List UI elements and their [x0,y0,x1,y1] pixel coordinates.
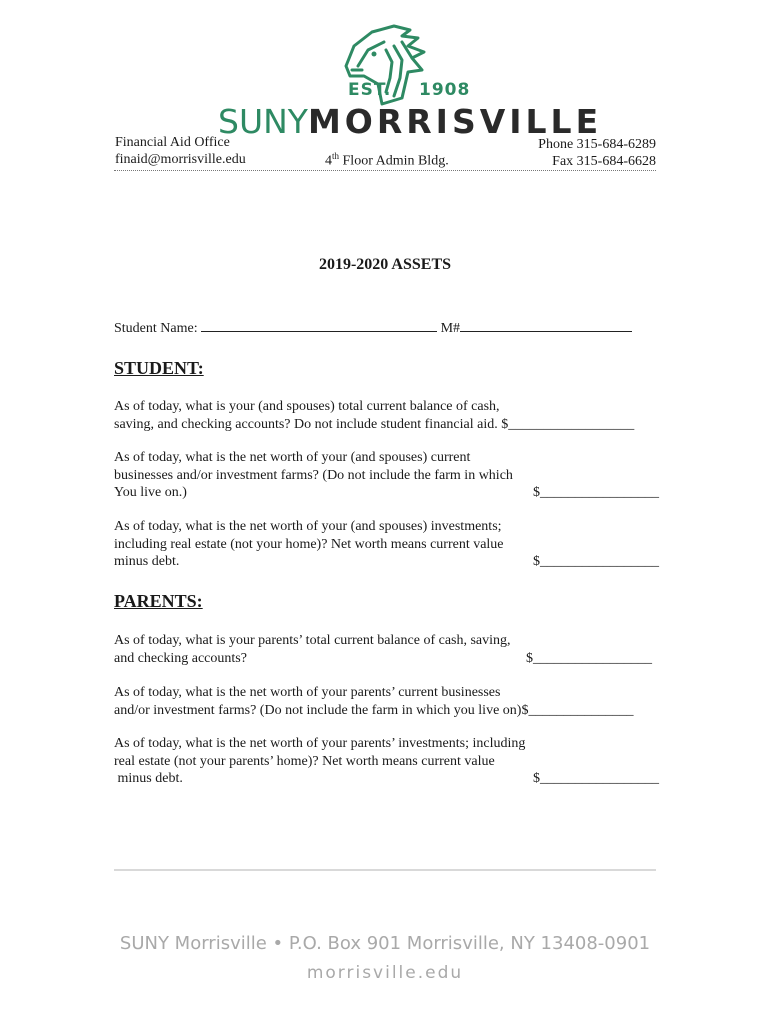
question-line: As of today, what is your parents’ total current balance of cash, saving, [114,633,511,648]
header-divider [114,170,656,171]
student-name-label: Student Name: [114,321,198,336]
question-line: You live on.) [114,485,187,500]
question-line: real estate (not your parents’ home)? Net worth means current value [114,753,495,769]
floor-number: 4 [325,153,332,169]
floor-ordinal: th [332,151,340,161]
question-line: minus debt. [114,554,180,569]
amount-field[interactable]: $_________________ [526,650,652,666]
office-fax: Fax 315-684-6628 [552,154,656,169]
student-name-row [114,318,632,337]
parents-section-heading: PARENTS: [114,591,203,611]
question-line: As of today, what is the net worth of your (and spouses) investments; [114,519,502,534]
student-question-business [114,449,659,502]
office-phone: Phone 315-684-6289 [538,137,656,152]
office-name: Financial Aid Office [115,135,230,150]
student-name-field[interactable] [201,318,437,332]
student-section-heading: STUDENT: [114,358,204,378]
office-location [325,148,449,170]
amount-field[interactable]: $_________________ [533,771,659,786]
footer-divider [114,869,656,871]
question-line: As of today, what is the net worth of your parents’ current businesses [114,685,501,700]
question-last-line [114,770,659,788]
parents-question-business [114,684,659,719]
parents-question-investments [114,735,659,788]
established-year: 1908 [419,80,471,100]
office-email: finaid@morrisville.edu [115,152,246,167]
question-line: and/or investment farms? (Do not include the farm in which you live on)$_______________ [114,702,634,718]
document-title: 2019-2020 ASSETS [318,256,452,273]
question-line: As of today, what is the net worth of your (and spouses) current [114,450,471,465]
question-line: As of today, what is the net worth of your parents’ investments; including [114,736,526,751]
amount-field[interactable]: $_________________ [533,554,659,569]
brand-suny: SUNY [218,102,308,141]
footer-website: morrisville.edu [306,963,464,983]
student-question-investments [114,518,659,571]
parents-question-cash [114,632,652,667]
student-question-cash [114,398,659,433]
question-last-line [114,484,659,502]
m-number-field[interactable] [460,318,632,332]
brand-morrisville: MORRISVILLE [307,102,603,141]
footer-address: SUNY Morrisville • P.O. Box 901 Morrisville, NY 13408-0901 [119,933,651,954]
question-last-line [114,553,659,571]
question-line: businesses and/or investment farms? (Do not include the farm in which [114,467,513,483]
established-label: EST. [348,80,392,100]
question-line: saving, and checking accounts? Do not include student financial aid. $__________________ [114,416,635,432]
question-line: including real estate (not your home)? Net worth means current value [114,536,504,552]
floor-text: Floor Admin Bldg. [339,153,449,169]
question-line: and checking accounts? [114,650,247,666]
question-line: minus debt. [114,771,183,786]
question-line: As of today, what is your (and spouses) total current balance of cash, [114,399,500,414]
question-last-line [114,650,652,668]
m-number-label: M# [440,321,461,336]
amount-field[interactable]: $_________________ [533,485,659,500]
